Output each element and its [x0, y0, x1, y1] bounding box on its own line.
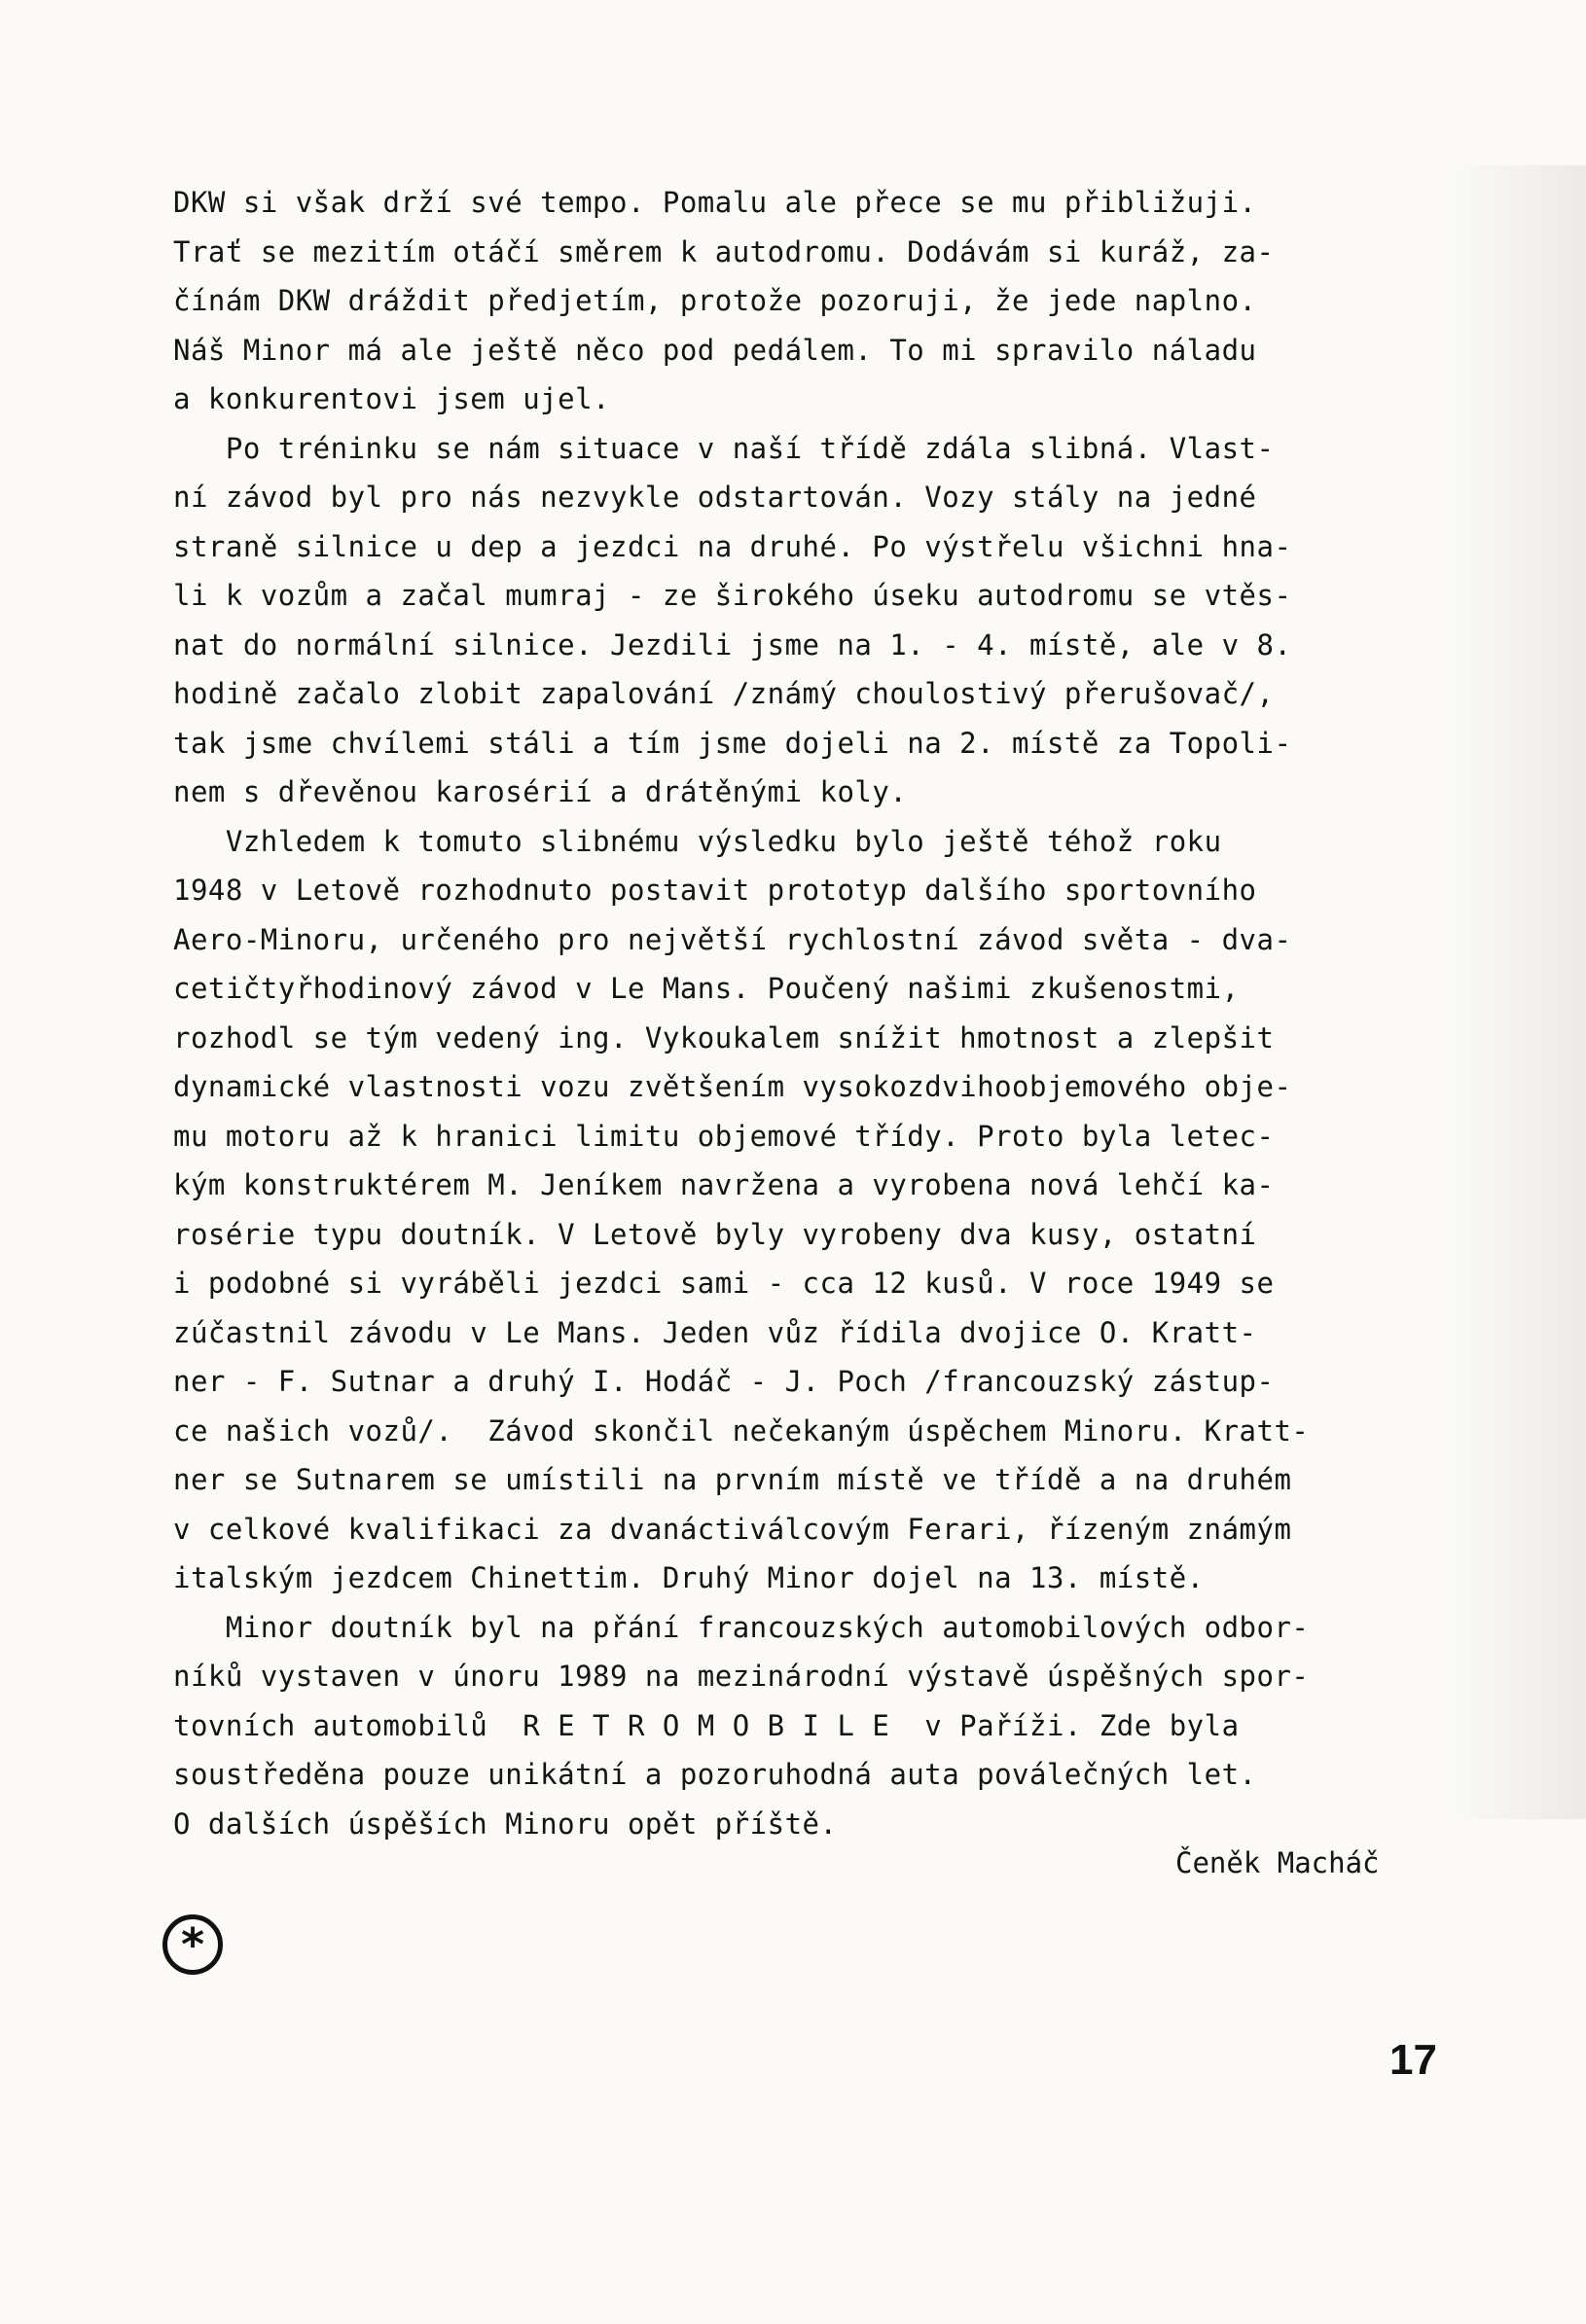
body-line: Po tréninku se nám situace v naší třídě zdála slibná. Vlast-	[173, 431, 1275, 465]
body-line: nem s dřevěnou karosérií a drátěnými koly.	[173, 775, 908, 808]
body-line: Náš Minor má ale ještě něco pod pedálem. To mi spravilo náladu	[173, 333, 1257, 367]
body-line: li k vozům a začal mumraj - ze širokého úseku autodromu se vtěs-	[173, 579, 1292, 612]
body-line: i podobné si vyráběli jezdci sami - cca 12 kusů. V roce 1949 se	[173, 1267, 1275, 1300]
body-line: mu motoru až k hranici limitu objemové třídy. Proto byla letec-	[173, 1119, 1275, 1153]
body-line: hodině začalo zlobit zapalování /známý choulostivý přerušovač/,	[173, 677, 1275, 710]
body-line: rozhodl se tým vedený ing. Vykoukalem snížit hmotnost a zlepšit	[173, 1020, 1275, 1055]
show-through-shadow	[1450, 165, 1586, 1819]
body-line: cetičtyřhodinový závod v Le Mans. Poučený našimi zkušenostmi,	[173, 972, 1240, 1005]
body-line: soustředěna pouze unikátní a pozoruhodná auta poválečných let.	[173, 1758, 1257, 1791]
body-line: Aero-Minoru, určeného pro největší rychlostní závod světa - dva-	[173, 922, 1292, 956]
asterisk-in-circle-icon	[162, 1914, 223, 1975]
body-line: rosérie typu doutník. V Letově byly vyrobeny dva kusy, ostatní	[173, 1217, 1257, 1251]
body-line: čínám DKW dráždit předjetím, protože pozoruji, že jede naplno.	[173, 284, 1257, 317]
body-line: tovních automobilů R E T R O M O B I L E v Paříži. Zde byla	[173, 1708, 1240, 1742]
body-line: tak jsme chvílemi stáli a tím jsme dojeli na 2. místě za Topoli-	[173, 726, 1292, 760]
body-line: Minor doutník byl na přání francouzských automobilových odbor-	[173, 1610, 1310, 1644]
body-line: níků vystaven v únoru 1989 na mezinárodní výstavě úspěšných spor-	[173, 1660, 1310, 1693]
body-line: ner - F. Sutnar a druhý I. Hodáč - J. Poch /francouzský zástup-	[173, 1365, 1275, 1398]
body-line: Trať se mezitím otáčí směrem k autodromu. Dodávám si kuráž, za-	[173, 234, 1275, 268]
body-line: Vzhledem k tomuto slibnému výsledku bylo ještě téhož roku	[173, 824, 1222, 858]
body-line: zúčastnil závodu v Le Mans. Jeden vůz řídila dvojice O. Kratt-	[173, 1315, 1257, 1349]
author-signature: Čeněk Macháč	[1175, 1846, 1380, 1879]
body-line: ní závod byl pro nás nezvykle odstartován. Vozy stály na jedné	[173, 481, 1257, 514]
body-line: 1948 v Letově rozhodnuto postavit prototyp dalšího sportovního	[173, 874, 1257, 907]
body-line: dynamické vlastnosti vozu zvětšením vysokozdvihoobjemového obje-	[173, 1070, 1292, 1103]
body-line: O dalších úspěších Minoru opět příště.	[173, 1806, 838, 1841]
body-line: a konkurentovi jsem ujel.	[173, 382, 610, 415]
article-body	[173, 178, 1448, 1848]
body-line: nat do normální silnice. Jezdili jsme na 1. - 4. místě, ale v 8.	[173, 627, 1292, 661]
end-mark-glyph: *	[180, 1918, 205, 1971]
body-line: straně silnice u dep a jezdci na druhé. Po výstřelu všichni hna-	[173, 529, 1292, 563]
body-line: DKW si však drží své tempo. Pomalu ale přece se mu přibližuji.	[173, 186, 1257, 219]
page-number: 17	[1389, 2036, 1437, 2084]
body-line: ce našich vozů/. Závod skončil nečekaným úspěchem Minoru. Kratt-	[173, 1413, 1310, 1448]
body-line: kým konstruktérem M. Jeníkem navržena a vyrobena nová lehčí ka-	[173, 1168, 1275, 1201]
body-line: ner se Sutnarem se umístili na prvním místě ve třídě a na druhém	[173, 1463, 1292, 1496]
body-line: italským jezdcem Chinettim. Druhý Minor dojel na 13. místě.	[173, 1561, 1205, 1594]
body-line: v celkové kvalifikaci za dvanáctiválcovým Ferari, řízeným známým	[173, 1512, 1292, 1546]
